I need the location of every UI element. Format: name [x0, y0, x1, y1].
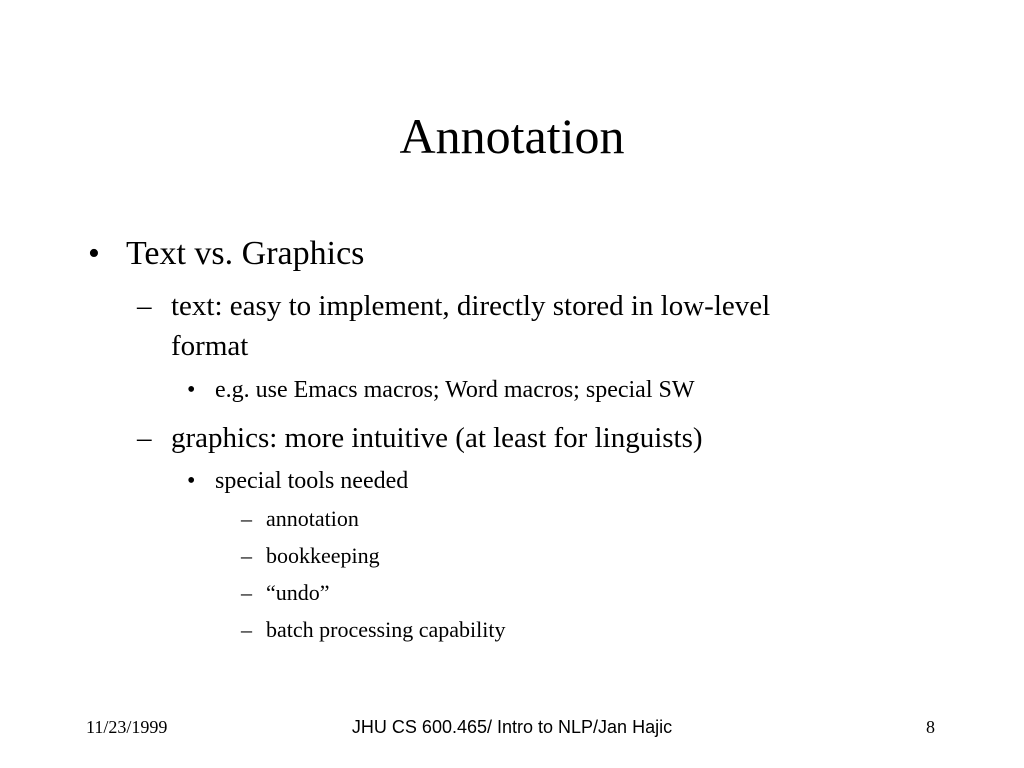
dash-marker: –	[241, 506, 252, 531]
list-item-bookkeeping: bookkeeping	[266, 543, 380, 568]
footer-course: JHU CS 600.465/ Intro to NLP/Jan Hajic	[351, 717, 673, 737]
dash-marker: –	[137, 422, 152, 454]
dash-marker: –	[241, 617, 252, 642]
subbullet-text-line1: text: easy to implement, directly stored in low-level	[171, 290, 771, 322]
bullet-marker: •	[88, 235, 100, 272]
bullet-marker: •	[187, 468, 196, 494]
list-item-annotation: annotation	[266, 506, 359, 531]
dash-marker: –	[137, 290, 152, 322]
subbullet-text-line2: format	[171, 330, 249, 362]
subbullet-graphics: graphics: more intuitive (at least for linguists)	[171, 422, 703, 454]
bullet-marker: •	[187, 377, 196, 403]
bullet-text-graphics: Text vs. Graphics	[126, 235, 365, 272]
subsubbullet-emacs: e.g. use Emacs macros; Word macros; special SW	[215, 377, 695, 403]
slide-title: Annotation	[399, 108, 625, 164]
list-item-undo: “undo”	[266, 580, 330, 605]
dash-marker: –	[241, 580, 252, 605]
subsubbullet-special-tools: special tools needed	[215, 468, 409, 494]
dash-marker: –	[241, 543, 252, 568]
footer-page-number: 8	[926, 717, 935, 737]
footer-date: 11/23/1999	[86, 717, 168, 737]
list-item-batch-processing: batch processing capability	[266, 617, 506, 642]
